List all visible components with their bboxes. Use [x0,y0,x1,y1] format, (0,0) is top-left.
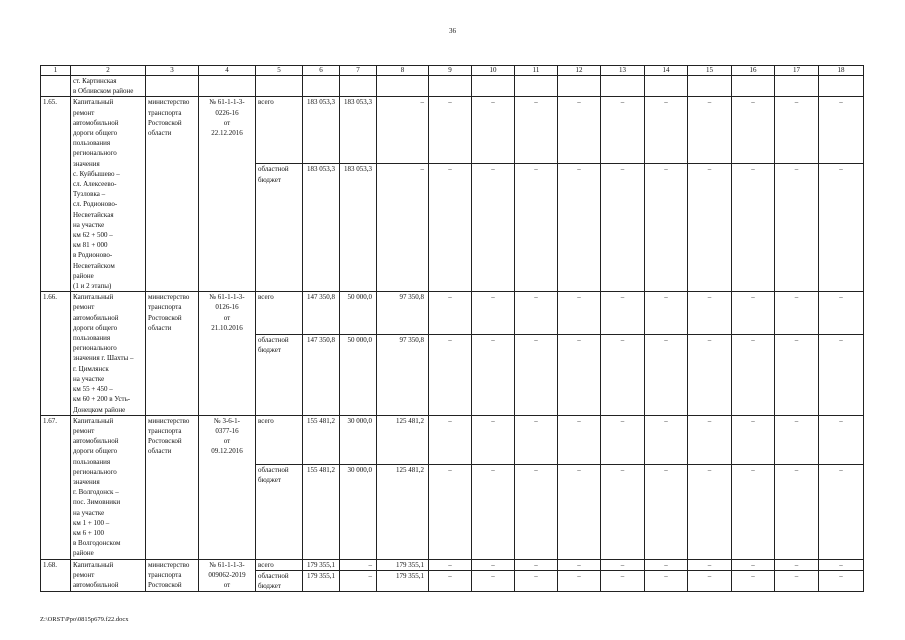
empty-cell [775,76,819,97]
empty-cell [515,76,558,97]
dash-cell: – [558,415,601,464]
column-header: 2 [71,66,146,76]
table-row [41,292,864,334]
col8-value: 97 350,8 [377,292,429,334]
dash-cell: – [472,559,515,570]
dash-cell: – [558,465,601,559]
column-header: 10 [472,66,515,76]
expertise-doc-cell: № 61-1-1-3- 0126-16 от 21.10.2016 [199,292,256,415]
dash-cell: – [775,559,819,570]
column-header: 6 [303,66,340,76]
total-value: 147 350,8 [303,334,340,415]
dash-cell: – [645,97,688,164]
empty-cell [429,76,472,97]
dash-cell: – [429,164,472,292]
agency-cell: министерство транспорта Ростовской области [146,97,199,292]
col7-value: 183 053,3 [340,164,377,292]
column-header: 11 [515,66,558,76]
source-total-cell: всего [256,97,303,164]
col8-value: – [377,97,429,164]
dash-cell: – [645,334,688,415]
dash-cell: – [775,570,819,591]
dash-cell: – [601,570,645,591]
dash-cell: – [775,415,819,464]
dash-cell: – [732,559,775,570]
agency-cell: министерство транспорта Ростовской [146,559,199,592]
dash-cell: – [601,97,645,164]
col8-value: 179 355,1 [377,570,429,591]
dash-cell: – [775,334,819,415]
empty-cell [303,76,340,97]
object-name-cell: ст. Картинская в Обливском районе [71,76,146,97]
dash-cell: – [558,570,601,591]
empty-cell [558,76,601,97]
dash-cell: – [429,559,472,570]
dash-cell: – [819,97,864,164]
row-number: 1.68. [41,559,71,592]
dash-cell: – [819,559,864,570]
col7-value: 183 053,3 [340,97,377,164]
dash-cell: – [645,164,688,292]
column-header: 1 [41,66,71,76]
empty-cell [819,76,864,97]
table-row [41,97,864,164]
dash-cell: – [472,465,515,559]
object-name-cell: Капитальный ремонт автомобильной [71,559,146,592]
object-name-cell: Капитальный ремонт автомобильной дороги общего пользования регионального значения г. Волгодонск – пос. Зимовники на участке км 1 + 100 – км 6 + 100 в Волгодонском районе [71,415,146,559]
row-number: 1.65. [41,97,71,292]
empty-cell [601,76,645,97]
column-header: 14 [645,66,688,76]
empty-cell [472,76,515,97]
dash-cell: – [732,97,775,164]
page-number: 36 [449,27,456,35]
dash-cell: – [688,570,732,591]
column-header: 15 [688,66,732,76]
cell-num [41,76,71,97]
source-budget-cell: областной бюджет [256,570,303,591]
dash-cell: – [472,164,515,292]
column-header: 18 [819,66,864,76]
dash-cell: – [819,334,864,415]
source-total-cell: всего [256,415,303,464]
dash-cell: – [775,292,819,334]
dash-cell: – [515,570,558,591]
source-total-cell: всего [256,292,303,334]
dash-cell: – [688,292,732,334]
dash-cell: – [732,292,775,334]
col7-value: 50 000,0 [340,334,377,415]
total-value: 183 053,3 [303,97,340,164]
dash-cell: – [732,164,775,292]
column-header: 5 [256,66,303,76]
dash-cell: – [819,415,864,464]
dash-cell: – [472,97,515,164]
dash-cell: – [472,415,515,464]
empty-cell [688,76,732,97]
empty-cell [645,76,688,97]
dash-cell: – [515,465,558,559]
total-value: 155 481,2 [303,415,340,464]
dash-cell: – [819,465,864,559]
dash-cell: – [601,415,645,464]
dash-cell: – [732,465,775,559]
dash-cell: – [645,292,688,334]
row-number: 1.67. [41,415,71,559]
table-row [41,559,864,570]
empty-cell [340,76,377,97]
dash-cell: – [429,292,472,334]
object-name-cell: Капитальный ремонт автомобильной дороги общего пользования регионального значения с. Куйбышево – сл. Алексеево- Тузловка – сл. Родионово- Несветайская на участке км 62 + 500 – км 81 + 000 в Родионово- Несветайском районе (1 и 2 этапы) [71,97,146,292]
col8-value: 125 481,2 [377,415,429,464]
table-body [41,76,864,592]
total-value: 179 355,1 [303,570,340,591]
dash-cell: – [472,334,515,415]
dash-cell: – [558,334,601,415]
col7-value: – [340,570,377,591]
col8-value: 97 350,8 [377,334,429,415]
column-header: 16 [732,66,775,76]
source-budget-cell: областной бюджет [256,465,303,559]
col7-value: 30 000,0 [340,465,377,559]
dash-cell: – [601,334,645,415]
col8-value: 125 481,2 [377,465,429,559]
dash-cell: – [429,334,472,415]
col7-value: 30 000,0 [340,415,377,464]
investment-table [40,65,864,592]
dash-cell: – [819,570,864,591]
object-name-cell: Капитальный ремонт автомобильной дороги общего пользования регионального значения г. Шахты – г. Цимлянск на участке км 55 + 450 – км 60 + 200 в Усть- Донецком районе [71,292,146,415]
agency-cell: министерство транспорта Ростовской области [146,292,199,415]
dash-cell: – [601,164,645,292]
empty-cell [377,76,429,97]
dash-cell: – [645,559,688,570]
dash-cell: – [688,164,732,292]
expertise-doc-cell: № 3-6-1- 0377-16 от 09.12.2016 [199,415,256,559]
dash-cell: – [645,415,688,464]
dash-cell: – [688,559,732,570]
dash-cell: – [688,465,732,559]
column-header: 3 [146,66,199,76]
col7-value: – [340,559,377,570]
empty-cell [732,76,775,97]
column-header: 8 [377,66,429,76]
dash-cell: – [645,465,688,559]
dash-cell: – [515,97,558,164]
column-header: 7 [340,66,377,76]
dash-cell: – [819,164,864,292]
dash-cell: – [558,559,601,570]
column-header: 17 [775,66,819,76]
agency-cell: министерство транспорта Ростовской области [146,415,199,559]
col7-value: 50 000,0 [340,292,377,334]
expertise-doc-cell: № 61-1-1-3- 009062-2019 от [199,559,256,592]
empty-cell [146,76,199,97]
dash-cell: – [429,97,472,164]
dash-cell: – [732,415,775,464]
total-value: 147 350,8 [303,292,340,334]
table-row [41,415,864,464]
dash-cell: – [515,415,558,464]
dash-cell: – [601,465,645,559]
total-value: 183 053,3 [303,164,340,292]
dash-cell: – [645,570,688,591]
empty-cell [199,76,256,97]
file-path-footer: Z:\ORST\Ppo\0815p679.f22.docx [40,616,129,623]
dash-cell: – [515,334,558,415]
dash-cell: – [515,292,558,334]
column-header: 9 [429,66,472,76]
dash-cell: – [472,570,515,591]
dash-cell: – [688,415,732,464]
column-header: 13 [601,66,645,76]
dash-cell: – [429,570,472,591]
dash-cell: – [775,164,819,292]
column-header: 4 [199,66,256,76]
dash-cell: – [732,334,775,415]
dash-cell: – [688,334,732,415]
empty-cell [256,76,303,97]
dash-cell: – [688,97,732,164]
col8-value: – [377,164,429,292]
col8-value: 179 355,1 [377,559,429,570]
dash-cell: – [775,465,819,559]
dash-cell: – [601,292,645,334]
dash-cell: – [819,292,864,334]
dash-cell: – [601,559,645,570]
column-header: 12 [558,66,601,76]
dash-cell: – [775,97,819,164]
dash-cell: – [429,465,472,559]
source-budget-cell: областной бюджет [256,334,303,415]
total-value: 179 355,1 [303,559,340,570]
continuation-row [41,76,864,97]
source-total-cell: всего [256,559,303,570]
dash-cell: – [732,570,775,591]
dash-cell: – [558,292,601,334]
total-value: 155 481,2 [303,465,340,559]
dash-cell: – [558,164,601,292]
row-number: 1.66. [41,292,71,415]
source-budget-cell: областной бюджет [256,164,303,292]
expertise-doc-cell: № 61-1-1-3- 0226-16 от 22.12.2016 [199,97,256,292]
dash-cell: – [472,292,515,334]
dash-cell: – [515,559,558,570]
dash-cell: – [558,97,601,164]
column-number-row [41,66,864,76]
dash-cell: – [429,415,472,464]
dash-cell: – [515,164,558,292]
